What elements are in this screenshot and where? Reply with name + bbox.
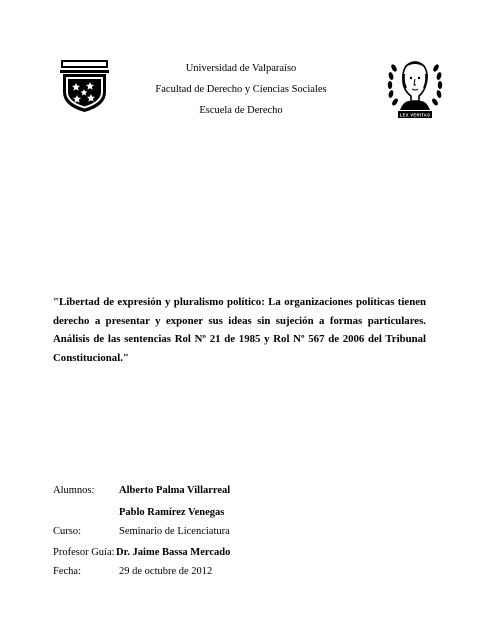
svg-text:LEX VERITAS: LEX VERITAS: [399, 112, 431, 118]
faculty-name: Facultad de Derecho y Ciencias Sociales: [155, 84, 327, 95]
curso-row: [53, 526, 230, 537]
university-name: Universidad de Valparaíso: [185, 63, 297, 74]
thesis-title: "Libertad de expresión y pluralismo político: La organizaciones políticas tienen derecho a presentar y exponer sus ideas sin sujeción a formas particulares. Análisis de las sentencias Rol Nº 21 de 1985 y Rol Nº 567 de 2006 del Tribunal Constitucional.": [53, 296, 426, 364]
fecha-row: [53, 566, 212, 577]
curso-label: Curso:: [53, 526, 82, 537]
profesor-label: Profesor Guía:: [53, 547, 115, 558]
alumno-2-row: [53, 507, 224, 518]
fecha-value: 29 de octubre de 2012: [119, 566, 213, 577]
alumnos-label: Alumnos:: [53, 485, 95, 496]
curso-value: Seminario de Licenciatura: [119, 526, 230, 537]
profesor-row: [53, 547, 230, 558]
profesor-value: Dr. Jaime Bassa Mercado: [116, 547, 231, 558]
alumno-2: Pablo Ramírez Venegas: [119, 507, 225, 518]
fecha-label: Fecha:: [53, 566, 81, 577]
school-name: Escuela de Derecho: [199, 105, 283, 116]
alumnos-row: [53, 485, 230, 496]
alumno-1: Alberto Palma Villarreal: [119, 485, 231, 496]
